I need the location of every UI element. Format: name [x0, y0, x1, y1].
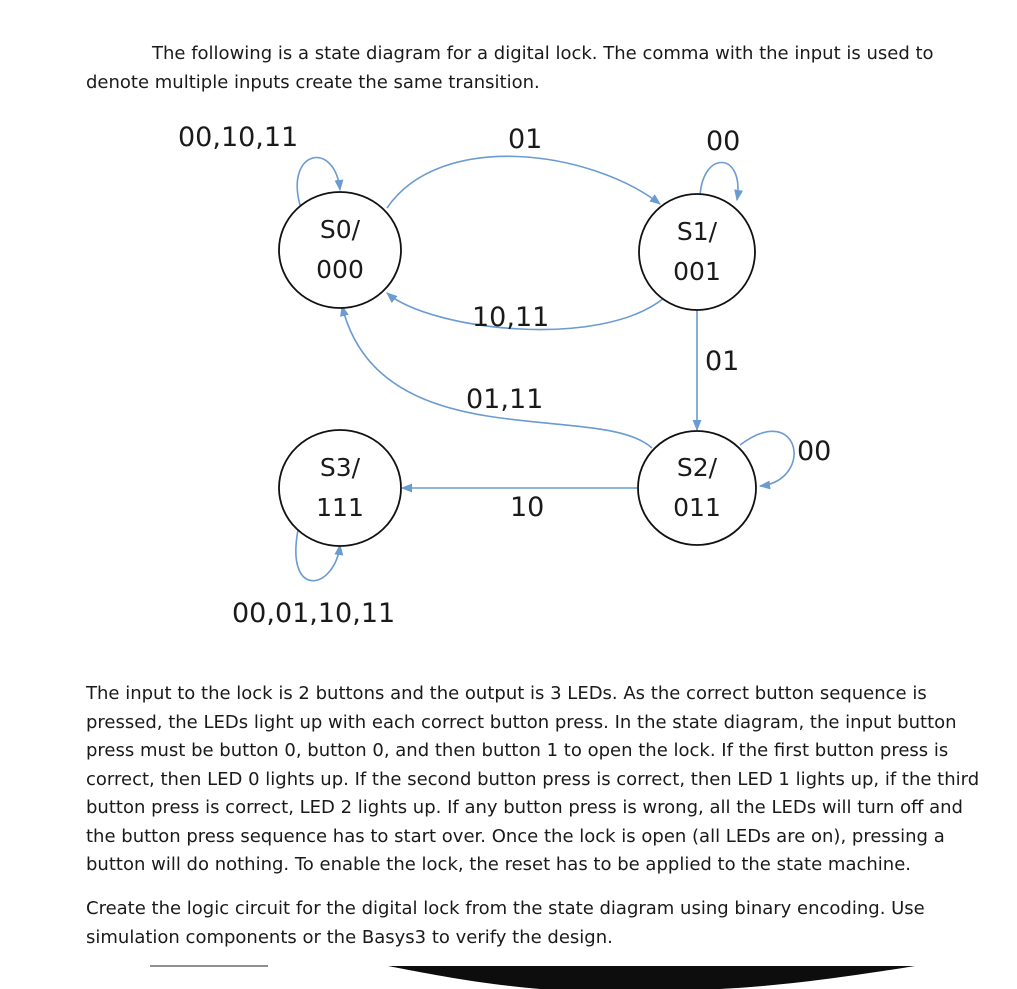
label-s2-s0: 01,11: [466, 384, 544, 415]
description-paragraph: The input to the lock is 2 buttons and the output is 3 LEDs. As the correct button sequence is pressed, the LEDs light up with each correct button press. In the state diagram, the input button press must be button 0, button 0, and then button 1 to open the lock. If the first button press is correct, then LED 0 lights up. If the second button press is correct, then LED 1 lights up, if the third button press is correct, LED 2 lights up. If any button press is wrong, all the LEDs will turn off and the button press sequence has to start over. Once the lock is open (all LEDs are on), pressing a button will do nothing. To enable the lock, the reset has to be applied to the state machine.: [86, 683, 980, 875]
state-s2-output: 011: [673, 493, 721, 522]
state-s0-output: 000: [316, 255, 364, 284]
state-s2-name: S2/: [676, 453, 718, 482]
state-s3-name: S3/: [319, 453, 361, 482]
footer-rule-shape: [388, 966, 915, 989]
label-s2-self: 00: [797, 436, 832, 467]
label-s3-self: 00,01,10,11: [232, 598, 396, 629]
state-s1-output: 001: [673, 257, 721, 286]
state-s2: [638, 431, 756, 545]
state-s3: [279, 430, 401, 546]
label-s1-s0: 10,11: [472, 302, 550, 333]
label-s0-self: 00,10,11: [178, 122, 299, 153]
state-s1-name: S1/: [676, 217, 718, 246]
intro-paragraph: The following is a state diagram for a digital lock. The comma with the input is used to denote multiple inputs create the same transition.: [86, 43, 934, 93]
task-paragraph: Create the logic circuit for the digital lock from the state diagram using binary encoding. Use simulation components or the Basys3 to verify the design.: [86, 898, 925, 948]
edge-s0-s1: [387, 156, 660, 208]
state-s0: [279, 192, 401, 308]
label-s2-s3: 10: [510, 492, 545, 523]
label-s0-s1: 01: [508, 124, 543, 155]
state-s1: [639, 194, 755, 310]
label-s1-s2: 01: [705, 346, 740, 377]
state-s0-name: S0/: [319, 215, 361, 244]
state-s3-output: 111: [316, 493, 364, 522]
label-s1-self: 00: [706, 126, 741, 157]
